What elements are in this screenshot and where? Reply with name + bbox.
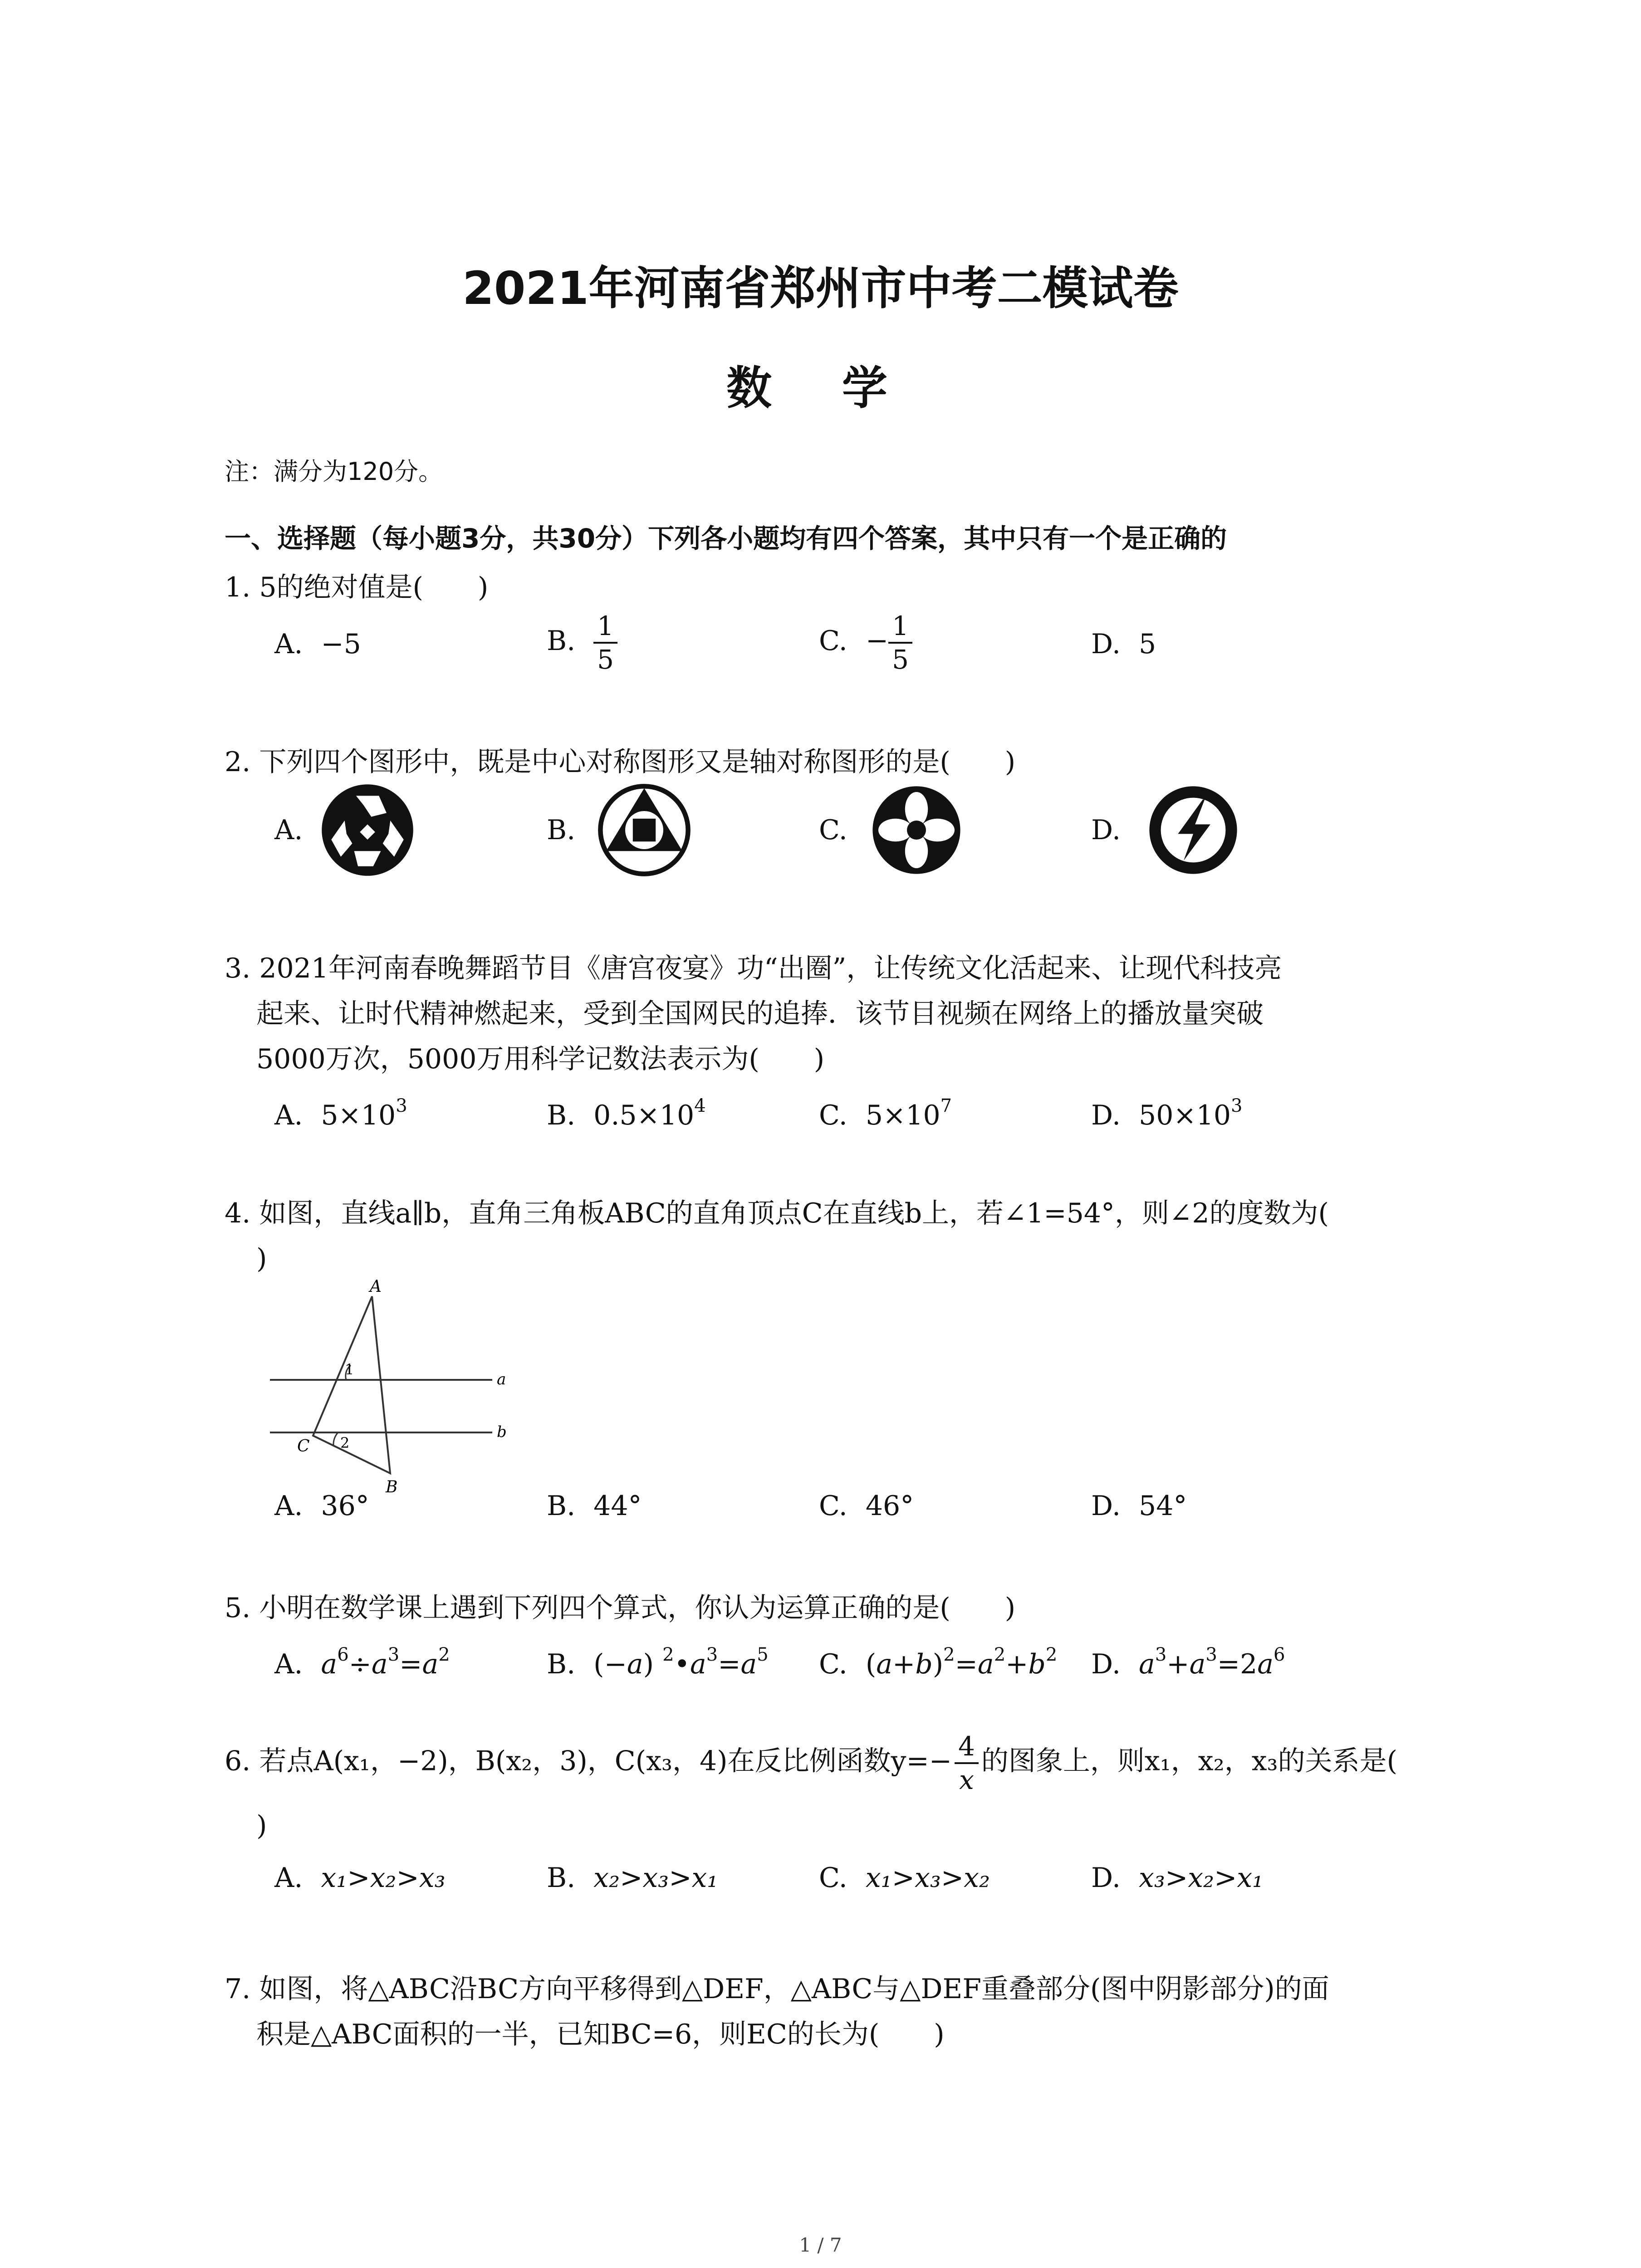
triangle-in-circle-icon <box>597 782 692 878</box>
figure-label-line-b: b <box>497 1423 507 1441</box>
figure-label-a-vertex: A <box>370 1279 382 1296</box>
q3-option-b: B. $0.5\times 10^4$ <box>547 1095 706 1131</box>
q4-option-a: A. 36° <box>274 1490 369 1522</box>
q2-label-b: B. <box>547 814 576 846</box>
q4-option-b: B. 44° <box>547 1490 642 1522</box>
question-3-line1: 3. 2021年河南春晚舞蹈节目《唐宫夜宴》功“出圈”，让传统文化活起来、让现代科技亮 <box>225 953 1282 984</box>
q3-option-d: D. $50\times 10^3$ <box>1091 1095 1243 1131</box>
q5-option-c: C. $(a+b)^2=a^2+b^2$ <box>819 1644 1058 1680</box>
question-4-line1: 4. 如图，直线a∥b，直角三角板ABC的直角顶点C在直线b上，若∠1=54°，则∠2的度数为( <box>225 1198 1329 1229</box>
question-3-line2: 起来、让时代精神燃起来，受到全国网民的追捧．该节目视频在网络上的播放量突破 <box>256 998 1264 1030</box>
question-6-line2: ) <box>256 1810 267 1842</box>
q6-option-b: B. x₂>x₃>x₁ <box>547 1862 718 1894</box>
question-6-line1: 6. 若点A(x₁，−2)，B(x₂，3)，C(x₃，4)在反比例函数y=− $\frac{4}{x}$ 的图象上，则x₁，x₂，x₃的关系是( <box>225 1731 1398 1795</box>
figure-label-b-vertex: B <box>386 1478 398 1492</box>
q2-label-c: C. <box>819 814 847 846</box>
q6-option-a: A. x₁>x₂>x₃ <box>274 1862 446 1894</box>
section-heading: 一、选择题（每小题3分，共30分）下列各小题均有四个答案，其中只有一个是正确的 <box>225 523 1227 554</box>
page-number: 1 / 7 <box>799 2234 842 2256</box>
q1-option-d: D. 5 <box>1091 628 1156 660</box>
q4-option-d: D. 54° <box>1091 1490 1187 1522</box>
q6-option-c: C. x₁>x₃>x₂ <box>819 1862 990 1894</box>
q5-option-b: B. (−a) $^2•a^3=a^5$ <box>547 1644 769 1680</box>
figure-label-line-a: a <box>497 1370 506 1388</box>
question-7-line2: 积是△ABC面积的一半，已知BC=6，则EC的长为( ) <box>256 2019 945 2050</box>
q1-option-a: A. −5 <box>274 628 361 660</box>
q5-option-d: D. $a^3+a^3=2a^6$ <box>1091 1644 1285 1680</box>
q3-option-c: C. $5\times 10^7$ <box>819 1095 952 1131</box>
question-5-stem: 5. 小明在数学课上遇到下列四个算式，你认为运算正确的是( ) <box>225 1592 1016 1624</box>
question-2-stem: 2. 下列四个图形中，既是中心对称图形又是轴对称图形的是( ) <box>225 746 1016 778</box>
q1-option-c: C. − $\frac{1}{5}$ <box>819 610 912 675</box>
q4-option-c: C. 46° <box>819 1490 914 1522</box>
q5-option-a: A. $a^6\div a^3=a^2$ <box>274 1644 450 1680</box>
subject-title: 数 学 <box>726 362 915 415</box>
figure-label-c-vertex: C <box>297 1437 310 1456</box>
parallel-lines-triangle-figure <box>265 1279 519 1492</box>
q2-label-a: A. <box>274 814 303 846</box>
recycle-symbol-icon <box>320 782 415 878</box>
page-title: 2021年河南省郑州市中考二模试卷 <box>462 262 1179 315</box>
score-note: 注：满分为120分。 <box>225 457 443 486</box>
q2-label-d: D. <box>1091 814 1121 846</box>
question-3-line3: 5000万次，5000万用科学记数法表示为( ) <box>256 1043 825 1075</box>
q1-option-b: B. $\frac{1}{5}$ <box>547 610 617 675</box>
four-petal-circle-icon <box>869 782 964 878</box>
question-1-stem: 1. 5的绝对值是( ) <box>225 572 489 603</box>
figure-angle-2: 2 <box>340 1434 350 1452</box>
q3-option-a: A. $5\times 10^3$ <box>274 1095 407 1131</box>
question-7-line1: 7. 如图，将△ABC沿BC方向平移得到△DEF，△ABC与△DEF重叠部分(图中阴影部分)的面 <box>225 1973 1329 2005</box>
q6-option-d: D. x₃>x₂>x₁ <box>1091 1862 1264 1894</box>
figure-angle-1: 1 <box>345 1361 354 1378</box>
question-4-line2: ) <box>256 1243 267 1275</box>
lightning-bolt-icon <box>1146 782 1241 878</box>
